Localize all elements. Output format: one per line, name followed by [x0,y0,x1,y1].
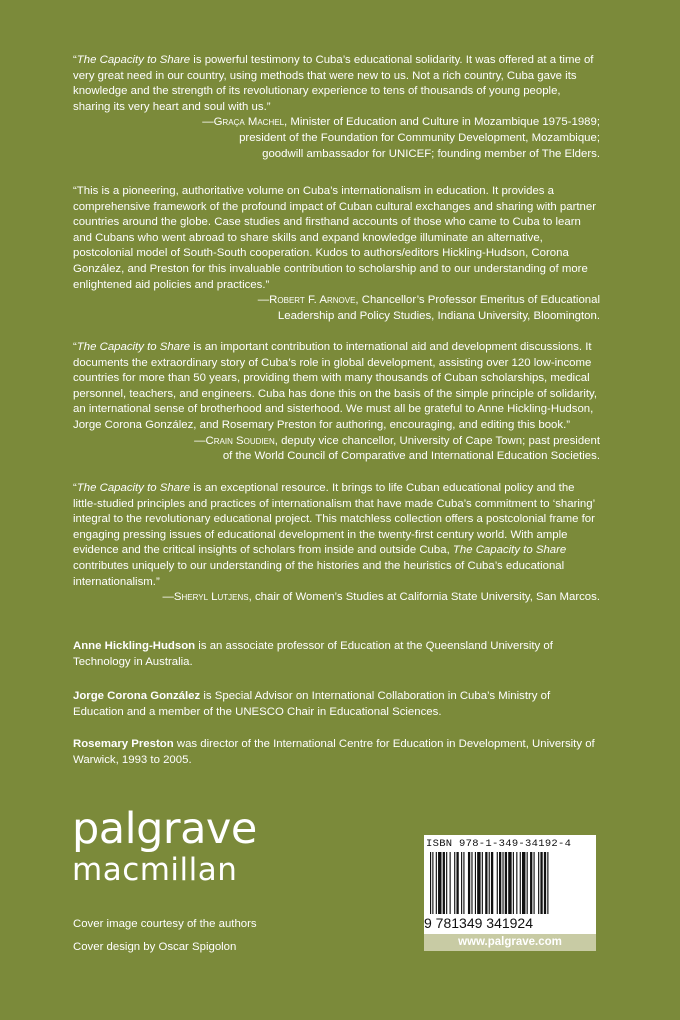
endorsement-quote-4 [73,481,600,606]
book-title: The Capacity to Share [76,482,191,494]
cover-image-credit: Cover image courtesy of the authors [73,918,257,930]
isbn-digits: 9 781349 341924 [424,915,533,931]
author-bio-3: Rosemary Preston was director of the International Centre for Education in Development, University of Warwick, 1993 to 2005. [73,738,595,766]
quote-attribution: —Graça Machel, Minister of Education and Culture in Mozambique 1975-1989; [202,116,600,129]
book-title-inline: The Capacity to Share [452,544,567,557]
quote-text: “The Capacity to Share is an important contribution to international aid and development discussions. It documents the extraordinary story of Cuba’s role in global development, assisting over 120 low-income countries for more than 50 years, providing them with many thousands of Cuban scholarships, medical personnel, teachers, and engineers. Cuba has done this on the basis of the simple principle of solidarity, an international sense of brotherhood and sisterhood. We must all be grateful to Anne Hickling-Hudson, Jorge Corona González, and Rosemary Preston for authoring, encouraging, and editing this book.” [73,341,598,431]
quote-text: “The Capacity to Share is powerful testimony to Cuba’s educational solidarity. It was offered at a time of very great need in our country, using methods that were new to us. Not a rich country, Cuba gave its knowledge and the strength of its revolutionary experience to tens of thousands of young people, sharing its very heart and soul with us.” [73,54,594,113]
publisher-logo-palgrave: palgrave [72,804,257,854]
attribution-name: Graça Machel [213,116,285,129]
author-bio-1: Anne Hickling-Hudson is an associate professor of Education at the Queensland University of Technology in Australia. [73,640,553,668]
quote-attribution: —Robert F. Arnove, Chancellor’s Professor Emeritus of Educational [257,294,600,307]
attribution-name: Sheryl Lutjens [173,591,249,604]
author-name: Jorge Corona González [73,690,201,702]
cover-design-credit: Cover design by Oscar Spigolon [73,941,237,953]
book-title: The Capacity to Share [76,341,191,353]
quote-attribution-line: of the World Council of Comparative and International Education Societies. [222,450,600,463]
endorsement-quote-3 [73,340,600,465]
quote-text: “The Capacity to Share is an exceptional resource. It brings to life Cuban educational policy and the little-studied principles and practices of internationalism that have made Cuba’s commitment to ‘sharing’ integral to the revolutionary educational project. This matchless collection offers a postcolonial frame for engaging pressing issues of educational development in the twenty-first century world. With ample evidence and the critical insights of scholars from inside and outside Cuba, The Capacity to Share contributes uniquely to our understanding of the histories and the heuristics of Cuba’s educational internationalism.” [73,482,595,588]
quote-attribution-line: president of the Foundation for Community Development, Mozambique; [239,131,600,144]
publisher-logo-macmillan: macmillan [72,852,238,888]
quote-attribution-line: goodwill ambassador for UNICEF; founding member of The Elders. [262,147,600,160]
endorsement-quote-1 [73,53,600,162]
isbn-label: ISBN 978-1-349-34192-4 [426,838,572,850]
attribution-name: Robert F. Arnove [269,294,356,307]
attribution-name: Crain Soudien [205,434,275,447]
endorsement-quote-2 [73,184,600,324]
quote-attribution-line: Leadership and Policy Studies, Indiana University, Bloomington. [277,309,600,322]
book-title: The Capacity to Share [76,54,191,66]
barcode-bars [430,852,590,914]
author-bio-2: Jorge Corona González is Special Advisor on International Collaboration in Cuba’s Ministry of Education and a member of the UNESCO Chair in Educational Sciences. [73,690,551,718]
quote-text: “This is a pioneering, authoritative volume on Cuba’s internationalism in education. It provides a comprehensive framework of the profound impact of Cuban cultural exchanges and sharing with partner countries around the globe. Case studies and firsthand accounts of those who came to Cuba to learn and Cubans who went abroad to share skills and expand knowledge illuminate an alternative, postcolonial model of South-South cooperation. Kudos to authors/editors Hickling-Hudson, Corona González, and Preston for this invaluable contribution to scholarship and to our understanding of more enlightened aid policies and practices.” [73,185,596,291]
author-name: Anne Hickling-Hudson [73,640,196,652]
publisher-url: www.palgrave.com [424,934,596,951]
isbn-barcode [424,835,596,934]
quote-attribution: —Crain Soudien, deputy vice chancellor, University of Cape Town; past president [194,434,600,447]
quote-attribution: —Sheryl Lutjens, chair of Women’s Studies at California State University, San Marcos. [162,591,600,604]
author-name: Rosemary Preston [73,738,174,750]
